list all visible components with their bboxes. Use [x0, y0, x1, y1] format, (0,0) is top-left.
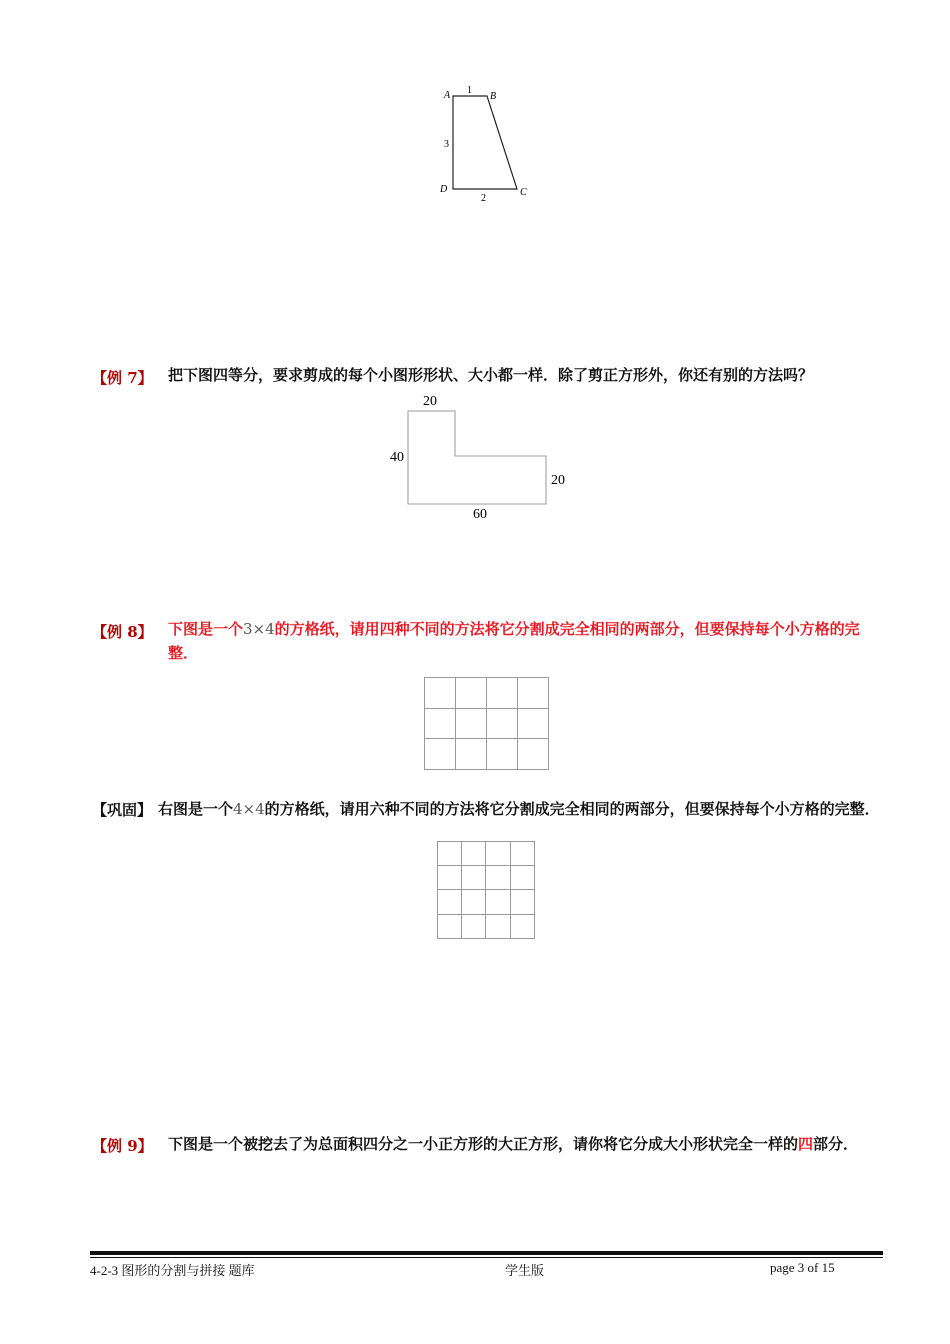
- example9-text-end: 部分．: [813, 1135, 859, 1153]
- consolidate-text-before: 右图是一个: [158, 800, 234, 818]
- vertex-a: A: [444, 90, 451, 101]
- example8-label: 【例 8】: [92, 623, 153, 641]
- footer-rule-thin: [90, 1257, 883, 1258]
- example9-text-main: 下图是一个被挖去了为总面积四分之一小正方形的大正方形，请你将它分成大小形状完全一样的: [168, 1135, 799, 1153]
- footer-left: 4-2-3 图形的分割与拼接 题库: [90, 1263, 255, 1278]
- consolidate-text: [158, 797, 888, 821]
- vertex-d: D: [440, 184, 448, 195]
- example9-text-red: 四: [798, 1135, 814, 1153]
- footer-center: 学生版: [505, 1263, 545, 1278]
- example7-text: 把下图四等分，要求剪成的每个小图形形状、大小都一样．除了剪正方形外，你还有别的方法吗？: [168, 366, 814, 384]
- example8-text: [168, 617, 888, 665]
- vertex-c: C: [520, 187, 527, 198]
- dim-left: 40: [390, 450, 404, 465]
- side-top: 1: [467, 85, 472, 96]
- example9-text: [168, 1132, 888, 1156]
- example8-text-after: 的方格纸，请用四种不同的方法将它分割成完全相同的两部分，但要保持每个小方格的完整．: [168, 620, 860, 662]
- vertex-b: B: [490, 91, 497, 102]
- trapezoid-figure: [430, 82, 540, 207]
- consolidate-label: 【巩固】: [92, 801, 153, 819]
- l-shape: [408, 411, 546, 504]
- footer-rule-thick: [90, 1251, 883, 1255]
- example9-label: 【例 9】: [92, 1137, 153, 1155]
- consolidate-text-after: 的方格纸，请用六种不同的方法将它分割成完全相同的两部分，但要保持每个小方格的完整．: [264, 800, 880, 818]
- grid-4x4: [436, 840, 536, 940]
- side-bottom: 2: [481, 193, 486, 204]
- grid-3x4: [423, 676, 550, 771]
- example8-text-before: 下图是一个: [168, 620, 244, 638]
- trapezoid-shape: [453, 96, 517, 189]
- dim-top: 20: [423, 394, 437, 409]
- side-left: 3: [444, 139, 449, 150]
- consolidate-math: 4×4: [233, 800, 265, 818]
- example7-label: 【例 7】: [92, 369, 153, 387]
- dim-right: 20: [551, 473, 565, 488]
- l-shape-figure: [385, 390, 585, 525]
- dim-bottom: 60: [473, 507, 487, 522]
- example8-math: 3×4: [243, 620, 275, 638]
- footer-right: page 3 of 15: [770, 1260, 835, 1275]
